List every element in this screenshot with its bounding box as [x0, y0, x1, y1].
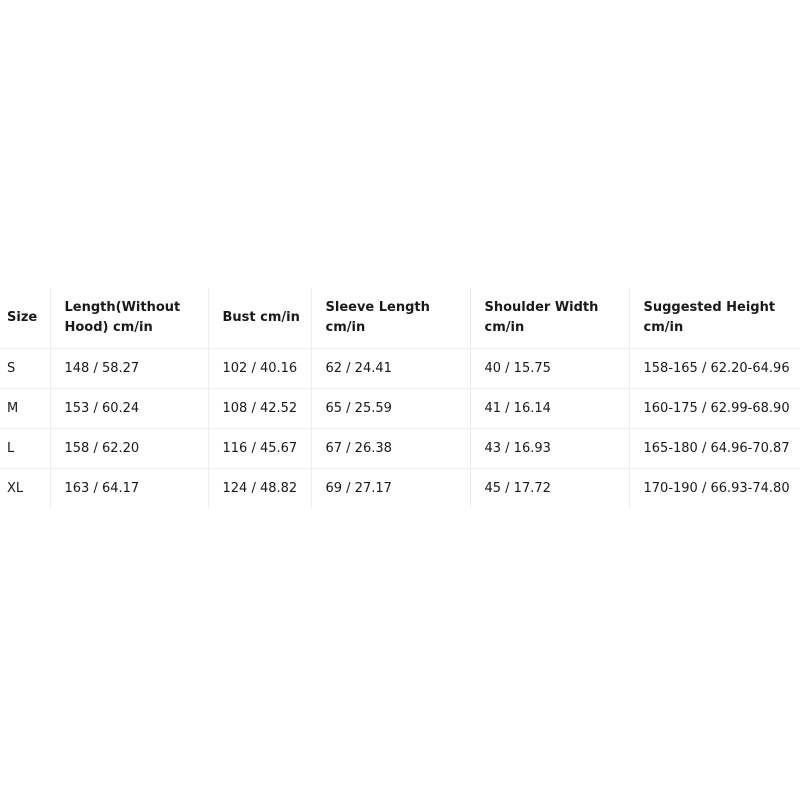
table-row	[0, 389, 800, 429]
cell-length: 163 / 64.17	[50, 469, 208, 509]
cell-shoulder-width: 40 / 15.75	[470, 349, 629, 389]
header-shoulder-width: Shoulder Width cm/in	[470, 288, 629, 349]
table-row	[0, 469, 800, 509]
header-suggested-height: Suggested Height cm/in	[629, 288, 800, 349]
cell-sleeve-length: 65 / 25.59	[311, 389, 470, 429]
header-length: Length(Without Hood) cm/in	[50, 288, 208, 349]
table-row	[0, 349, 800, 389]
cell-shoulder-width: 41 / 16.14	[470, 389, 629, 429]
cell-size: S	[0, 349, 50, 389]
cell-bust: 124 / 48.82	[208, 469, 311, 509]
table-header	[0, 288, 800, 349]
cell-size: L	[0, 429, 50, 469]
size-chart-table	[0, 288, 800, 508]
cell-bust: 116 / 45.67	[208, 429, 311, 469]
cell-size: M	[0, 389, 50, 429]
cell-bust: 102 / 40.16	[208, 349, 311, 389]
cell-size: XL	[0, 469, 50, 509]
cell-length: 148 / 58.27	[50, 349, 208, 389]
cell-shoulder-width: 45 / 17.72	[470, 469, 629, 509]
cell-suggested-height: 170-190 / 66.93-74.80	[643, 481, 790, 496]
cell-suggested-height: 158-165 / 62.20-64.96	[629, 349, 800, 389]
cell-shoulder-width: 43 / 16.93	[470, 429, 629, 469]
cell-length: 158 / 62.20	[50, 429, 208, 469]
header-row	[0, 288, 800, 349]
cell-sleeve-length: 62 / 24.41	[311, 349, 470, 389]
cell-suggested-height: 160-175 / 62.99-68.90	[629, 389, 800, 429]
header-size: Size	[0, 288, 50, 349]
cell-bust: 108 / 42.52	[208, 389, 311, 429]
cell-suggested-height: 165-180 / 64.96-70.87	[629, 429, 800, 469]
table-body	[0, 349, 800, 509]
cell-sleeve-length: 69 / 27.17	[311, 469, 470, 509]
header-bust: Bust cm/in	[208, 288, 311, 349]
table-row	[0, 429, 800, 469]
cell-length: 153 / 60.24	[50, 389, 208, 429]
cell-sleeve-length: 67 / 26.38	[311, 429, 470, 469]
header-sleeve-length: Sleeve Length cm/in	[311, 288, 470, 349]
